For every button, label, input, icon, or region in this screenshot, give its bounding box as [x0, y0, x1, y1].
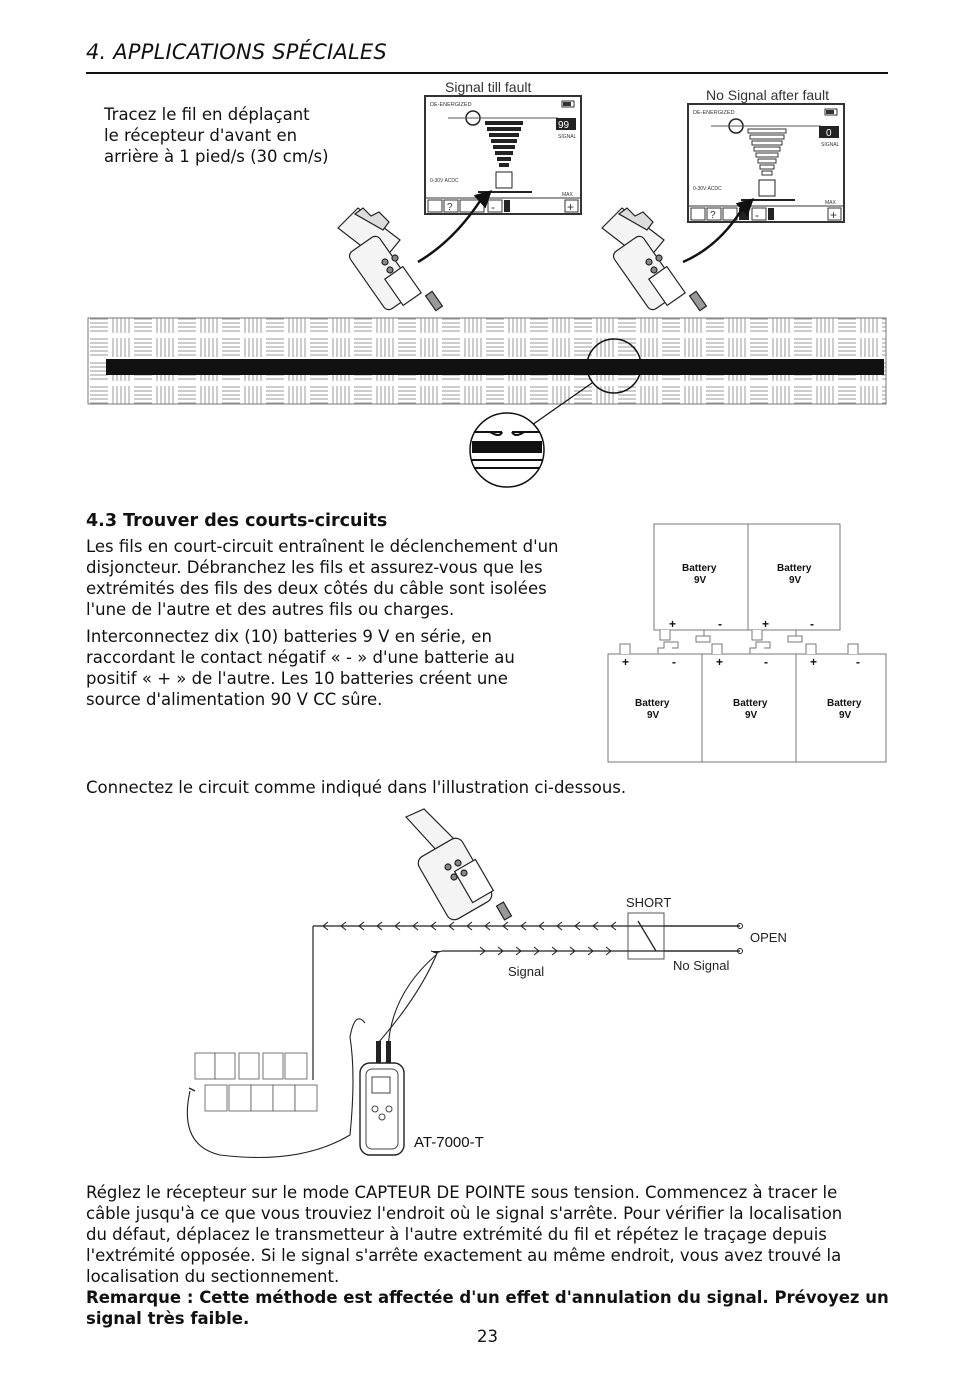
battery-voltage: 9V	[647, 710, 660, 721]
screen1-range: 0-30V ACDC	[430, 178, 459, 184]
battery-label: Battery	[827, 698, 862, 709]
screen1-value: 99	[558, 120, 570, 131]
body-line: câble jusqu'à ce que vous trouviez l'endroit où le signal s'arrête. Pour vérifier la localisation	[86, 1204, 843, 1223]
screen2-value: 0	[826, 128, 832, 139]
receiver-screen-no-signal	[688, 87, 844, 222]
paragraph-line: Interconnectez dix (10) batteries 9 V en série, en	[86, 627, 492, 646]
minus-sign: -	[810, 617, 814, 631]
screen2-max: MAX	[825, 200, 836, 206]
receiver-device-3	[406, 809, 511, 923]
trace-caption-line: Tracez le fil en déplaçant	[104, 105, 310, 124]
screen1-title: Signal till fault	[445, 79, 532, 95]
battery-pack	[195, 1053, 317, 1111]
battery-label: Battery	[733, 698, 768, 709]
plus-sign: +	[762, 617, 770, 631]
battery-voltage: 9V	[789, 575, 802, 586]
minus-sign: -	[856, 655, 860, 669]
paragraph-line: source d'alimentation 90 V CC sûre.	[86, 690, 383, 709]
svg-text:?: ?	[710, 210, 716, 221]
trace-figure	[0, 0, 954, 500]
receiver-screen-signal	[425, 79, 581, 214]
trace-caption-line: arrière à 1 pied/s (30 cm/s)	[104, 147, 329, 166]
svg-text:+: +	[567, 200, 575, 214]
battery-label: Battery	[777, 563, 812, 574]
trace-caption-line: le récepteur d'avant en	[104, 126, 298, 145]
svg-text:?: ?	[447, 202, 453, 213]
open-label: OPEN	[750, 930, 787, 945]
body-line: du défaut, déplacez le transmetteur à l'autre extrémité du fil et répétez le traçage depuis	[86, 1225, 827, 1244]
minus-sign: -	[718, 617, 722, 631]
battery-voltage: 9V	[694, 575, 707, 586]
screen2-range: 0-30V ACDC	[693, 186, 722, 192]
transmitter-device	[360, 1041, 404, 1155]
minus-sign: -	[672, 655, 676, 669]
receiver-device-1	[338, 208, 442, 312]
battery-label: Battery	[635, 698, 670, 709]
screen1-mode: DE-ENERGIZED	[430, 102, 472, 108]
screen2-title: No Signal after fault	[706, 87, 829, 103]
screen2-mode: DE-ENERGIZED	[693, 110, 735, 116]
connect-instruction: Connectez le circuit comme indiqué dans l'illustration ci-dessous.	[86, 778, 627, 797]
plus-sign: +	[716, 655, 724, 669]
plus-sign: +	[622, 655, 630, 669]
paragraph-line: l'une de l'autre et des autres fils ou charges.	[86, 600, 455, 619]
screen1-signal-label: SIGNAL	[558, 134, 577, 140]
paragraph-1	[86, 536, 559, 620]
page-number: 23	[477, 1327, 498, 1346]
receiver-device-2	[602, 208, 706, 312]
battery-figure	[600, 518, 890, 766]
paragraph-line: disjoncteur. Débranchez les fils et assurez-vous que les	[86, 558, 543, 577]
body-line: l'extrémité opposée. Si le signal s'arrête exactement au même endroit, vous avez trouvé la	[86, 1246, 842, 1265]
paragraph-2	[86, 626, 515, 710]
wire	[106, 359, 884, 375]
screen1-max: MAX	[562, 192, 573, 198]
paragraph-line: positif « + » de l'autre. Les 10 batteries créent une	[86, 669, 508, 688]
body-paragraph	[86, 1182, 889, 1329]
note-line: signal très faible.	[86, 1309, 250, 1328]
battery-voltage: 9V	[839, 710, 852, 721]
battery-label: Battery	[682, 563, 717, 574]
circuit-figure	[180, 805, 800, 1165]
body-line: Réglez le récepteur sur le mode CAPTEUR DE POINTE sous tension. Commencez à tracer le	[86, 1183, 838, 1202]
plus-sign: +	[669, 617, 677, 631]
section-title: 4. APPLICATIONS SPÉCIALES	[86, 40, 387, 64]
device-label: AT-7000-T	[414, 1134, 484, 1151]
svg-text:-: -	[755, 208, 759, 222]
short-box	[628, 913, 664, 959]
screen2-signal-label: SIGNAL	[821, 142, 840, 148]
no-signal-label: No Signal	[673, 958, 730, 973]
svg-text:+: +	[830, 208, 838, 222]
body-line: localisation du sectionnement.	[86, 1267, 340, 1286]
paragraph-line: raccordant le contact négatif « - » d'une batterie au	[86, 648, 515, 667]
fault-magnifier	[470, 413, 544, 487]
plus-sign: +	[810, 655, 818, 669]
signal-label: Signal	[508, 964, 545, 979]
svg-text:-: -	[491, 200, 495, 214]
paragraph-line: extrémités des fils des deux côtés du câble sont isolées	[86, 579, 547, 598]
short-label: SHORT	[626, 895, 672, 910]
note-line: Remarque : Cette méthode est affectée d'un effet d'annulation du signal. Prévoyez un	[86, 1288, 889, 1307]
battery-voltage: 9V	[745, 710, 758, 721]
minus-sign: -	[764, 655, 768, 669]
paragraph-line: Les fils en court-circuit entraînent le déclenchement d'un	[86, 537, 559, 556]
section-heading: 4.3 Trouver des courts-circuits	[86, 511, 388, 531]
